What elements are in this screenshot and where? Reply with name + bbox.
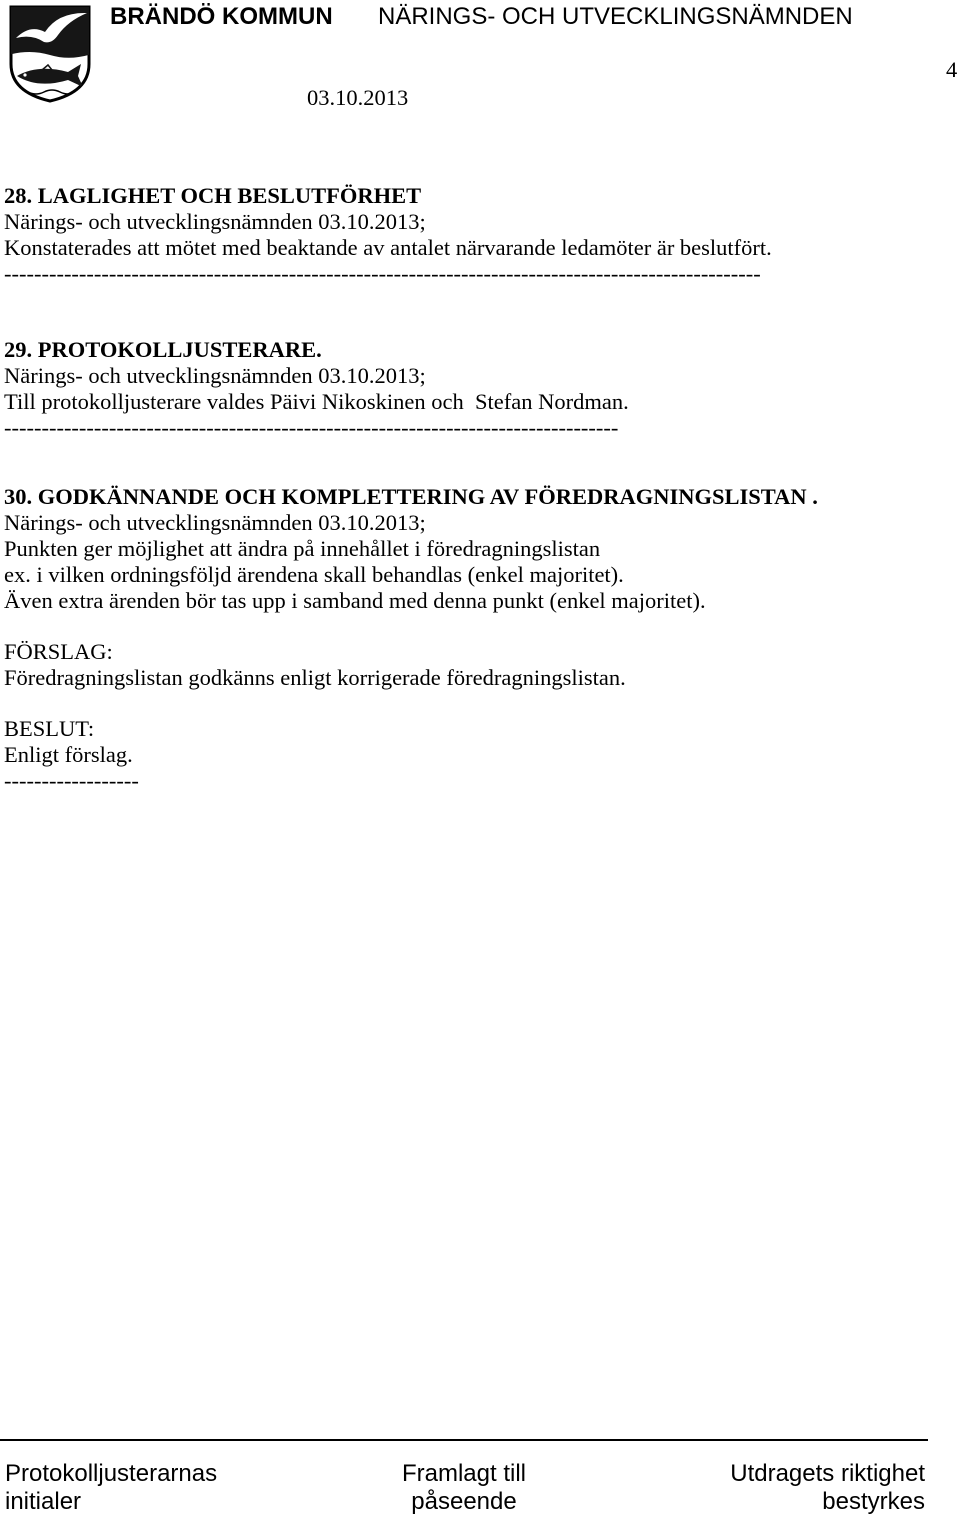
section-line: Närings- och utvecklingsnämnden 03.10.2013; xyxy=(4,510,426,535)
section-line: Konstaterades att mötet med beaktande av antalet närvarande ledamöter är beslutfört. xyxy=(4,235,772,260)
section-line: Till protokolljusterare valdes Päivi Nikoskinen och Stefan Nordman. xyxy=(4,389,629,414)
section-29 xyxy=(4,337,629,441)
section-30 xyxy=(4,484,818,614)
footer-text: initialer xyxy=(5,1488,82,1515)
committee-name: NÄRINGS- OCH UTVECKLINGSNÄMNDEN xyxy=(378,3,853,30)
decision-block xyxy=(4,716,139,794)
section-heading: 30. GODKÄNNANDE OCH KOMPLETTERING AV FÖREDRAGNINGSLISTAN . xyxy=(4,484,818,509)
footer-public-notice-label xyxy=(364,1460,564,1516)
footer-initials-label xyxy=(5,1460,217,1516)
fish-eye xyxy=(23,73,26,76)
section-line: Närings- och utvecklingsnämnden 03.10.2013; xyxy=(4,209,426,234)
section-line: Punkten ger möjlighet att ändra på innehållet i föredragningslistan xyxy=(4,536,601,561)
section-28 xyxy=(4,183,772,287)
coat-of-arms-graphic xyxy=(8,4,92,104)
municipality-name: BRÄNDÖ KOMMUN xyxy=(110,3,333,30)
proposal-label: FÖRSLAG: xyxy=(4,639,113,664)
section-heading: 29. PROTOKOLLJUSTERARE. xyxy=(4,337,322,362)
footer-text: påseende xyxy=(411,1488,517,1515)
footer-certification-label xyxy=(730,1460,925,1516)
section-heading: 28. LAGLIGHET OCH BESLUTFÖRHET xyxy=(4,183,422,208)
footer-text: Framlagt till xyxy=(401,1460,527,1487)
footer-text: Utdragets riktighet xyxy=(730,1460,925,1487)
decision-text: Enligt förslag. xyxy=(4,742,133,767)
section-separator: ------------------ xyxy=(4,768,139,793)
section-line: Närings- och utvecklingsnämnden 03.10.2013; xyxy=(4,363,426,388)
footer-text: bestyrkes xyxy=(822,1488,925,1515)
meeting-date: 03.10.2013 xyxy=(307,85,409,110)
section-separator: ---------------------------------------------------------------------------------- xyxy=(4,415,619,440)
footer-rule xyxy=(0,1439,928,1441)
decision-label: BESLUT: xyxy=(4,716,95,741)
section-line: ex. i vilken ordningsföljd ärendena skall behandlas (enkel majoritet). xyxy=(4,562,624,587)
proposal-block xyxy=(4,639,626,691)
page-number: 4 xyxy=(946,57,958,82)
section-separator: ----------------------------------------------------------------------------------------------------- xyxy=(4,261,761,286)
footer-text: Protokolljusterarnas xyxy=(5,1460,218,1487)
coat-of-arms-icon xyxy=(8,4,92,104)
proposal-text: Föredragningslistan godkänns enligt korrigerade föredragningslistan. xyxy=(4,665,626,690)
section-line: Även extra ärenden bör tas upp i samband med denna punkt (enkel majoritet). xyxy=(4,588,706,613)
